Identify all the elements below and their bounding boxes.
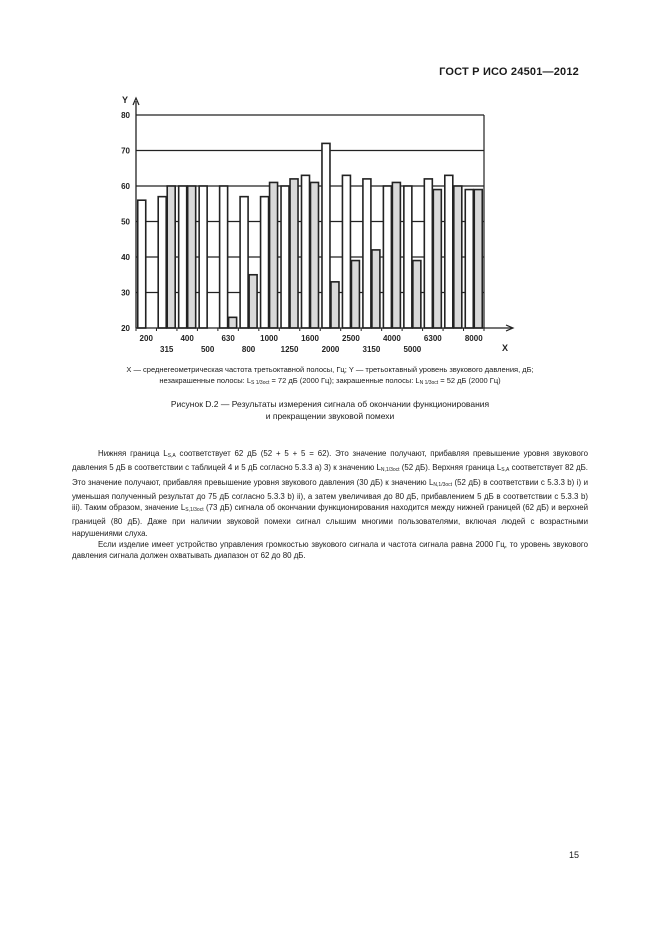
bar bbox=[249, 275, 257, 328]
bar bbox=[322, 143, 330, 328]
bar bbox=[311, 182, 319, 328]
bar bbox=[433, 190, 441, 328]
x-tick-label: 800 bbox=[241, 345, 256, 354]
x-tick-label: 500 bbox=[200, 345, 215, 354]
bar bbox=[179, 186, 187, 328]
x-tick-label: 630 bbox=[221, 334, 235, 343]
bar bbox=[188, 186, 196, 328]
bar bbox=[240, 197, 248, 328]
x-tick-label: 3150 bbox=[362, 345, 381, 354]
x-tick-label: 1250 bbox=[280, 345, 299, 354]
y-tick-label: 60 bbox=[121, 182, 130, 191]
bar bbox=[229, 317, 237, 328]
bar bbox=[290, 179, 298, 328]
bar bbox=[454, 186, 462, 328]
bar bbox=[199, 186, 207, 328]
legend-line-2: незакрашенные полосы: $L_{S 1/3oct} = 72$ дБ (2000 Гц); закрашенные полосы: $L_{N 1/3oct} = 52$ дБ (2000 Гц) bbox=[159, 376, 501, 386]
legend-line-1: X — среднегеометрическая частота третьоктавной полосы, Гц; Y — третьоктавный уровень звукового давления, дБ; bbox=[126, 365, 534, 374]
y-tick-label: 30 bbox=[121, 288, 130, 298]
bar bbox=[220, 186, 228, 328]
figure-title bbox=[90, 398, 570, 422]
y-tick-label: 40 bbox=[121, 253, 130, 262]
x-tick-label: 400 bbox=[180, 334, 194, 343]
bar bbox=[372, 250, 380, 328]
x-tick-label: 315 bbox=[160, 345, 174, 354]
y-tick-label: 80 bbox=[121, 111, 130, 120]
bar bbox=[342, 175, 350, 328]
bar bbox=[158, 197, 166, 328]
bar bbox=[261, 197, 269, 328]
y-tick-label: 50 bbox=[121, 217, 130, 227]
bar bbox=[383, 186, 391, 328]
x-tick-label: 6300 bbox=[423, 334, 442, 343]
bar bbox=[424, 179, 432, 328]
bar bbox=[351, 261, 359, 328]
bar bbox=[331, 282, 339, 328]
x-tick-label: 2500 bbox=[342, 334, 360, 343]
bar bbox=[413, 261, 421, 328]
figure-legend bbox=[70, 364, 590, 389]
bar-chart bbox=[0, 0, 661, 360]
x-tick-label: 200 bbox=[139, 334, 153, 343]
bar bbox=[302, 175, 310, 328]
document-header: ГОСТ Р ИСО 24501—2012 bbox=[439, 66, 579, 78]
bar bbox=[281, 186, 289, 328]
x-tick-label: 8000 bbox=[464, 334, 483, 343]
bar bbox=[474, 190, 482, 328]
x-tick-label: 2000 bbox=[321, 345, 340, 354]
paragraph-1: Нижняя граница $L_{S,A}$ соответствует 62 дБ (52 + 5 + 5 = 62). Это значение получают, прибавляя превышение уровня звукового давления 5 дБ в соответствии с таблицей 4 и 5 дБ согласно 5.3.3 а) 3) к значению $L_{N,1/3oct}$ (52 дБ). Верхняя граница $L_{S,A}$ соответствует 82 дБ. Это значение получают, прибавляя превышение уровня звукового давления (30 дБ) к значению $L_{N,1/3oct}$ (52 дБ) в соответствии с 5.3.3 b) i) и уменьшая полученный результат до 75 дБ согласно 5.3.3 b) ii), а затем увеличивая до 80 дБ, прибавлением 5 дБ в соответствии с 5.3.3 b) iii). Таким образом, значение $L_{S,1/3oct}$ (73 дБ) сигнала об окончании функционирования находится между нижней границей (62 дБ) и верхней границей (80 дБ). Даже при наличии звуковой помехи сигнал слышим многими пользователями, включая людей с возрастными нарушениями слуха. bbox=[72, 449, 589, 538]
y-tick-label: 70 bbox=[121, 146, 130, 156]
x-tick-label: 4000 bbox=[382, 334, 401, 343]
page-number: 15 bbox=[569, 850, 580, 860]
bar bbox=[138, 200, 146, 328]
x-tick-label: 5000 bbox=[403, 345, 422, 354]
bar bbox=[404, 186, 412, 328]
x-tick-label: 1000 bbox=[260, 334, 278, 343]
bar bbox=[445, 175, 453, 328]
chart-bars bbox=[138, 143, 483, 328]
bar bbox=[465, 190, 473, 328]
x-axis-label: X bbox=[502, 343, 509, 353]
bar bbox=[167, 186, 175, 328]
x-tick-label: 1600 bbox=[301, 334, 319, 343]
y-tick-label: 20 bbox=[121, 324, 130, 333]
figure-title-line-1: Рисунок D.2 — Результаты измерения сигнала об окончании функционирования bbox=[170, 399, 490, 409]
figure-title-line-2: и прекращении звуковой помехи bbox=[265, 411, 395, 421]
paragraph-2: Если изделие имеет устройство управления громкостью звукового сигнала и частота сигнала равна 2000 Гц, то уровень звукового давления сигнала должен охватывать диапазон от 62 до 80 дБ. bbox=[72, 540, 588, 561]
body-text bbox=[72, 448, 588, 562]
y-axis-label: Y bbox=[122, 95, 129, 105]
bar bbox=[392, 182, 400, 328]
bar bbox=[363, 179, 371, 328]
bar bbox=[270, 182, 278, 328]
